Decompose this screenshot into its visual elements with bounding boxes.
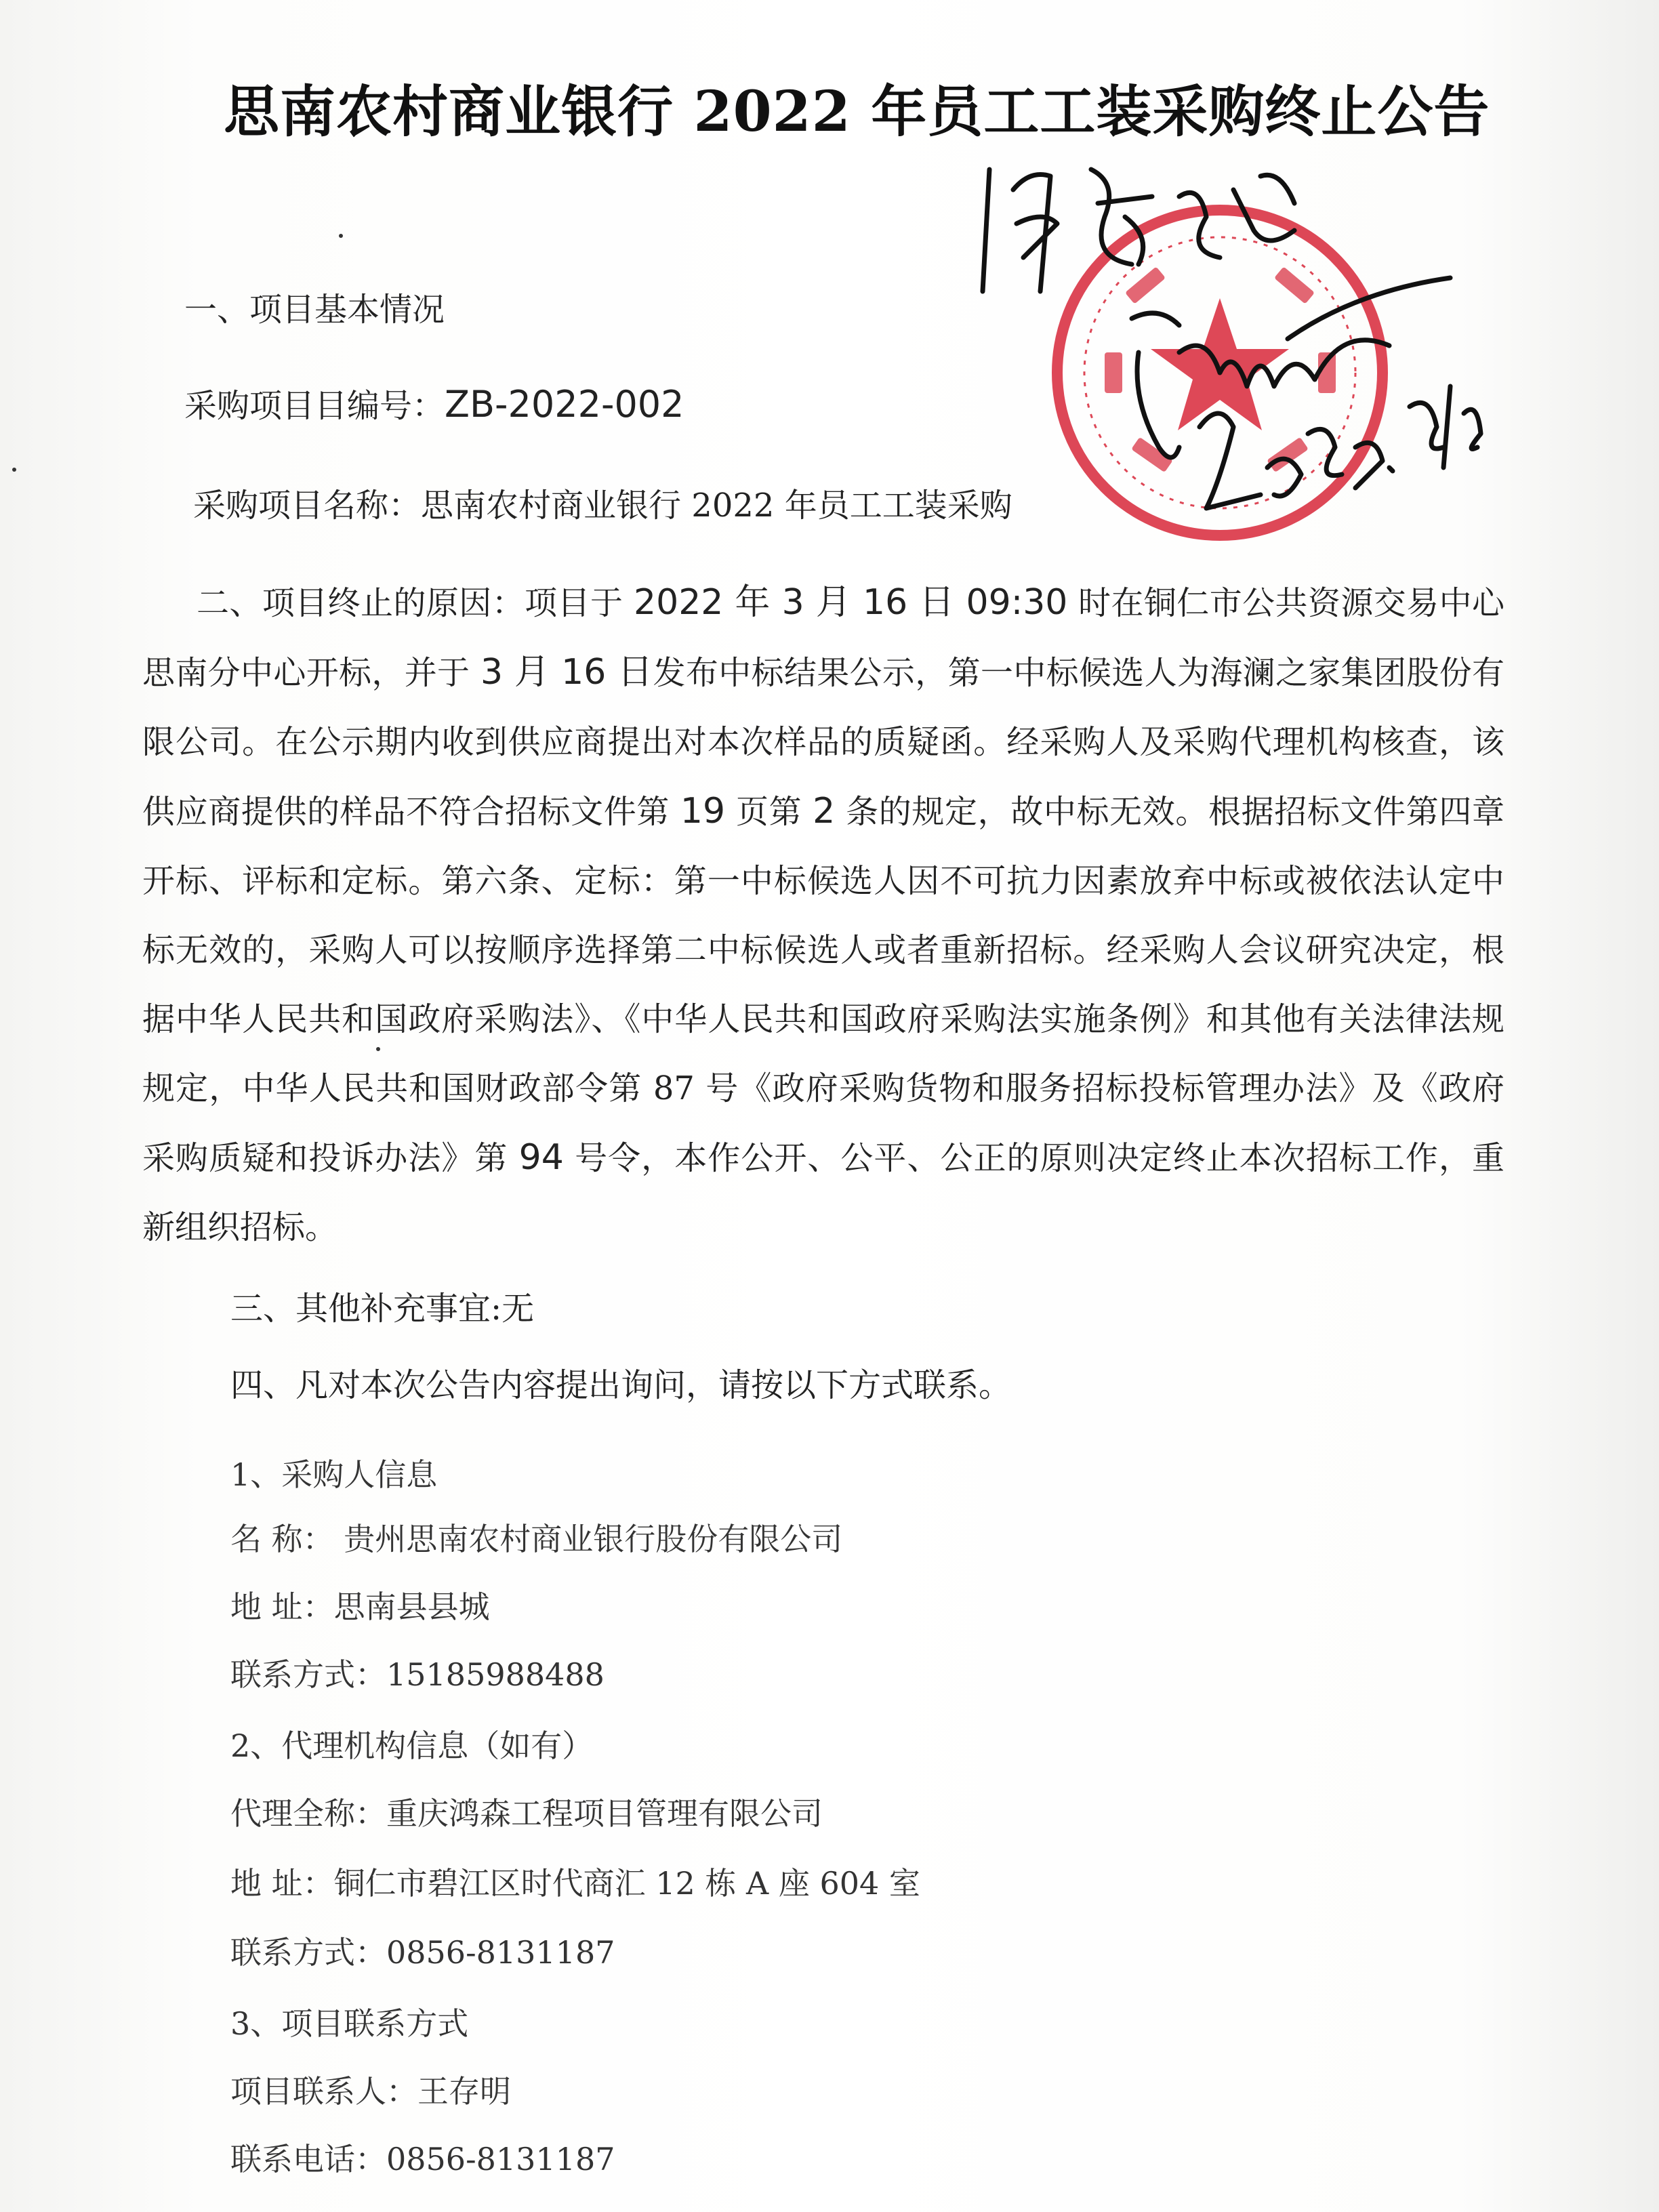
project-code-row [184,380,684,426]
project-name-value: 思南农村商业银行 2022 年员工工装采购 [421,487,1012,525]
publish-date: 3 月 16 日 [480,652,653,693]
purchaser-phone: 联系方式：15185988488 [230,1656,605,1693]
agency-address: 地 址：铜仁市碧江区时代商汇 12 栋 A 座 604 室 [230,1865,920,1902]
section-heading-basic-info: 一、项目基本情况 [184,291,445,329]
termination-reason-paragraph [142,568,1504,1262]
speck [339,234,343,238]
project-contact-person: 项目联系人：王存明 [230,2073,511,2110]
reason-text-4: 页第 [725,793,813,831]
section-other-matters: 三、其他补充事宜:无 [230,1290,535,1328]
section-contact-intro: 四、凡对本次公告内容提出询问，请按以下方式联系。 [230,1366,1012,1404]
project-contact-heading: 3、项目联系方式 [230,2005,469,2042]
purchaser-heading: 1、采购人信息 [230,1456,438,1493]
project-contact-phone: 联系电话：0856-8131187 [230,2141,615,2177]
agency-phone: 联系方式：0856-8131187 [230,1934,615,1971]
project-code-label: 采购项目目编号： [184,387,445,425]
item-number: 2 [813,791,836,832]
page-number: 19 [680,791,726,832]
speck [12,468,16,472]
handwritten-signature [976,129,1491,549]
opening-datetime: 2022 年 3 月 16 日 09:30 [634,582,1068,623]
speck [376,1047,380,1051]
project-name-row [193,479,1012,526]
project-code-value: ZB-2022-002 [445,383,684,426]
reason-text-3: 发布中标结果公示，第一中标候选人为海澜之家集团股份有限公司。在公示期内收到供应商提出对本次样品的质疑函。经采购人及采购代理机构核查，该供应商提供的样品不符合招标文件第 [142,654,1504,831]
agency-heading: 2、代理机构信息（如有） [230,1727,594,1764]
reason-text-5: 条的规定，故中标无效。根据招标文件第四章 开标、评标和定标。第六条、定标：第一中标候选人因不可抗力因素放弃中标或被依法认定中标无效的，采购人可以按顺序选择第二中标候选人或者重新招标。经采购人会议研究决定，根据中华人民共和国政府采购法》、《中华人民共和国政府采购法实施条例》和其他有关法律法规规定，中华人民共和国财政部令第 87 号《政府采购货物和服务招标投标管理办法》及《政府采购质疑和投诉办法》第 [142,793,1504,1177]
reason-text-6: 号令，本作公开、公平、公正的原则决定终止本次招标工作，重新组织招标。 [142,1139,1504,1246]
reason-text-1: 二、项目终止的原因：项目于 [197,584,634,622]
purchaser-address: 地 址：思南县县城 [230,1589,490,1625]
project-name-label: 采购项目名称： [193,487,422,525]
agency-name: 代理全称：重庆鸿森工程项目管理有限公司 [230,1795,823,1832]
purchaser-name: 名 称： 贵州思南农村商业银行股份有限公司 [230,1521,843,1557]
reason-text-2: 时在铜仁市公共资源交易中心思南分中心开标，并于 [142,584,1505,692]
order-number: 94 [518,1137,564,1178]
page-title: 思南农村商业银行 2022 年员工工装采购终止公告 [224,79,1490,144]
